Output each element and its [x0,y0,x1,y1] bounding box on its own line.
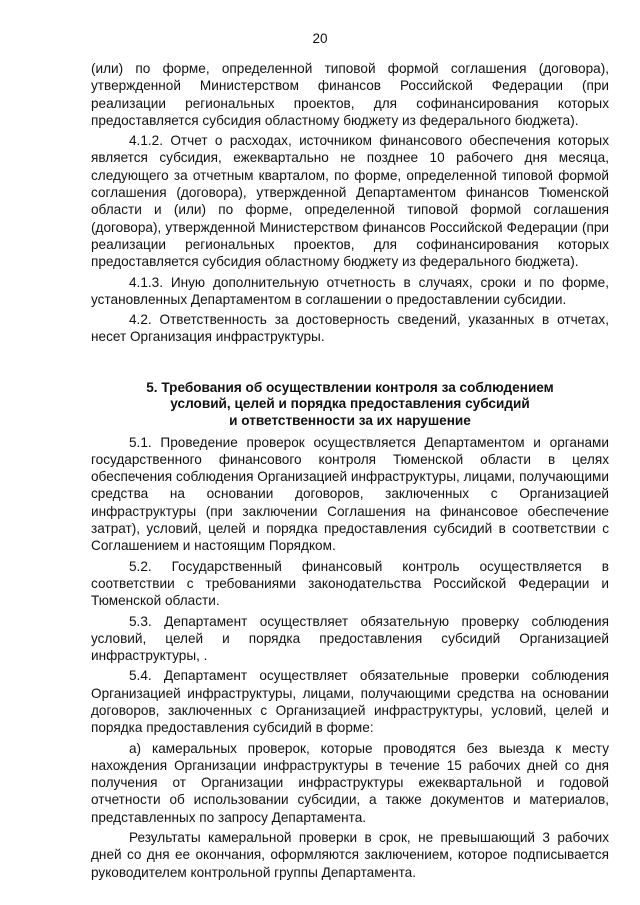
page-number: 20 [312,31,328,46]
paragraph-4-1-2: 4.1.2. Отчет о расходах, источником финансового обеспечения которых является субсидия, ежеквартально не позднее 10 рабочего дня месяца, следующего за отчетным кварталом, по форме, определенной типовой формой соглашения (договора), утвержденной Департаментом финансов Тюменской области и (или) по форме, определенной типовой формой соглашения (договора), утвержденной Министерством финансов Российской Федерации (при реализации региональных проектов, для софинансирования которых предоставляется субсидия областному бюджету из федерального бюджета). [91,133,609,270]
paragraph-5-4: 5.4. Департамент осуществляет обязательные проверки соблюдения Организацией инфраструктуры, лицами, получающими средства на основании договоров, заключенных с Организацией инфраструктуры, условий, целей и порядка предоставления субсидий в форме: [91,668,609,736]
document-body [91,60,609,881]
paragraph-results: Результаты камеральной проверки в срок, не превышающий 3 рабочих дней со дня ее окончания, оформляются заключением, которое подписывается руководителем контрольной группы Департамента. [91,830,609,880]
paragraph-continuation: (или) по форме, определенной типовой формой соглашения (договора), утвержденной Министерством финансов Российской Федерации (при реализации региональных проектов, для софинансирования которых предоставляется субсидия областному бюджету из федерального бюджета). [91,61,609,128]
section-heading [91,380,609,430]
section-heading-line-1: 5. Требования об осуществлении контроля за соблюдением [146,379,554,395]
paragraph-5-3: 5.3. Департамент осуществляет обязательную проверку соблюдения условий, целей и порядка предоставления субсидий Организацией инфраструктуры, . [91,613,609,664]
paragraph-5-4-a: а) камеральных проверок, которые проводятся без выезда к месту нахождения Организации инфраструктуры в течение 15 рабочих дней со дня получения от Организации инфраструктуры ежеквартальной и годовой отчетности об использовании субсидии, а также документов и материалов, представленных по запросу Департамента. [91,740,609,825]
paragraph-5-2: 5.2. Государственный финансовый контроль осуществляется в соответствии с требованиями законодательства Российской Федерации и Тюменской области. [91,558,609,609]
paragraph-4-1-3: 4.1.3. Иную дополнительную отчетность в случаях, сроки и по форме, установленных Департаментом в соглашении о предоставлении субсидии. [91,274,609,307]
section-heading-line-3: и ответственности за их нарушение [229,412,471,428]
paragraph-5-1: 5.1. Проведение проверок осуществляется Департаментом и органами государственного финансового контроля Тюменской области в целях обеспечения соблюдения Организацией инфраструктуры, лицами, получающими средства на основании договоров, заключенных с Организацией инфраструктуры (при заключении Соглашения на финансовое обеспечение затрат), условий, целей и порядка предоставления субсидий в соответствии с Соглашением и настоящим Порядком. [91,434,609,554]
paragraph-4-2: 4.2. Ответственность за достоверность сведений, указанных в отчетах, несет Организация инфраструктуры. [91,312,609,345]
section-heading-line-2: условий, целей и порядка предоставления субсидий [170,396,530,412]
